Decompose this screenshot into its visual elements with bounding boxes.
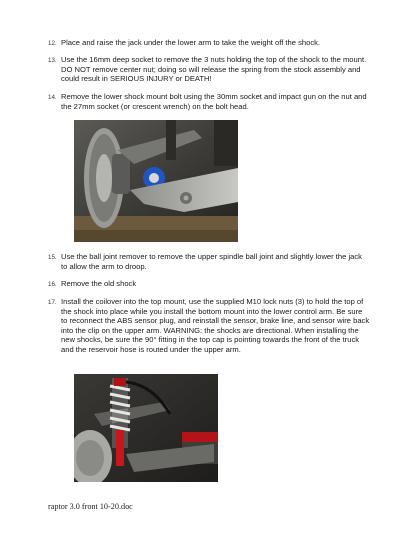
- step-number: 16.: [48, 280, 57, 288]
- instruction-step-17: [48, 297, 370, 355]
- step-number: 15.: [48, 253, 57, 261]
- lower-shock-mount-photo: [74, 120, 238, 242]
- step-number: 14.: [48, 93, 57, 101]
- step-text: Use the ball joint remover to remove the upper spindle ball joint and slightly lower the jack to allow the arm to droop.: [61, 252, 362, 271]
- coilover-installed-photo: [74, 374, 218, 482]
- instruction-step-15: [48, 252, 370, 271]
- instruction-step-13: [48, 55, 370, 84]
- step-text: Remove the old shock: [61, 279, 137, 288]
- step-text: Place and raise the jack under the lower arm to take the weight off the shock.: [61, 38, 321, 47]
- instruction-step-12: [48, 38, 370, 48]
- step-text: Remove the lower shock mount bolt using the 30mm socket and impact gun on the nut and the 27mm socket (or crescent wrench) on the bolt head.: [61, 92, 367, 111]
- step-number: 17.: [48, 298, 57, 306]
- document-footer: raptor 3.0 front 10-20.doc: [48, 502, 133, 511]
- instruction-step-14: [48, 92, 370, 111]
- step-number: 12.: [48, 39, 57, 47]
- lower-shock-mount-image: [74, 120, 238, 242]
- coilover-installed-image: [74, 374, 218, 482]
- step-text: Install the coilover into the top mount, use the supplied M10 lock nuts (3) to hold the top of the shock into place while you install the bottom mount into the lower control arm. Be sure to reconnect the ABS sensor plug, and reinstall the sensor, brake line, and sensor wire back into the clip on the upper arm. WARNING: the shocks are directional. When installing the new shocks, be sure the 90° fitting in the top cap is pointing towards the front of the truck and the reservoir hose is routed under the upper arm.: [61, 297, 370, 354]
- instruction-step-16: [48, 279, 370, 289]
- step-text: Use the 16mm deep socket to remove the 3 nuts holding the top of the shock to the mount. DO NOT remove center nut; doing so will release the spring from the stock assembly and could result in SERIOUS INJURY or DEATH!: [61, 55, 367, 84]
- step-number: 13.: [48, 56, 57, 64]
